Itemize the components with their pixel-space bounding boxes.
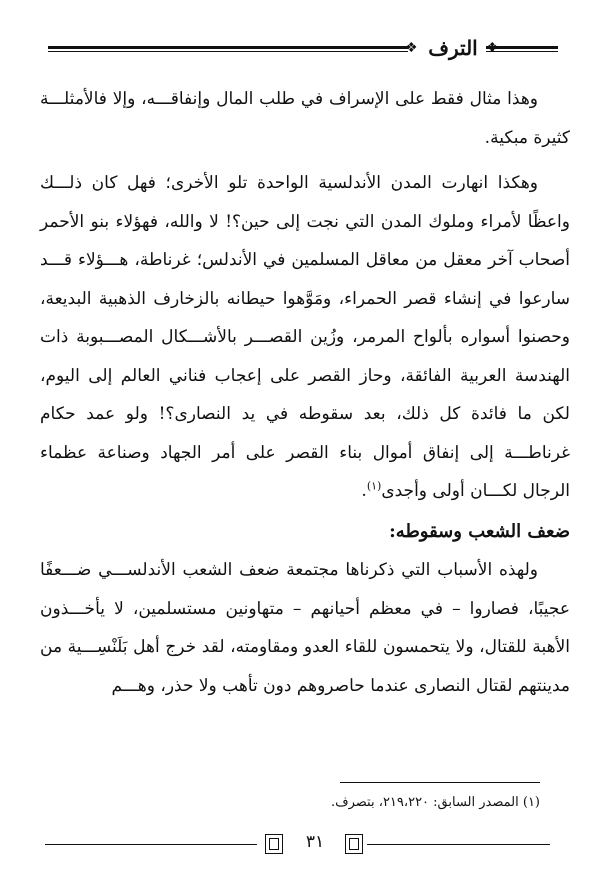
header-ornament-right: ❖ [486, 40, 499, 56]
paragraph-2: وهكذا انهارت المدن الأندلسية الواحدة تلو الأخرى؛ فهل كان ذلـــك واعظًا لأمراء وملوك المدن التي نجت إلى حين؟! لا والله، فهؤلاء بنو الأحمر أصحاب آخر معقل من معاقل المسلمين في الأندلس؛ غرناطة، هـــؤلاء قـــد سارعوا في إنشاء قصر الحمراء، ومَوَّهوا حيطانه بالزخارف الذهبية البديعة، وحصنوا أسواره بألواح المرمر، وزُين القصـــر بالأشـــكال المصـــبوبة ذات الهندسة العربية الفائقة، وحاز القصر على إعجاب فناني العالم إلى اليوم، لكن ما فائدة كل ذلك، بعد سقوطه في يد النصارى؟! ولو عمد حكام غرناطـــة إلى إنفاق أموال بناء القصر على أمر الجهاد وصناعة عظماء الرجال لكـــان أولى وأجدى$^{(١)}$. [40, 173, 570, 501]
page-footer [45, 830, 550, 860]
header-rule-left [48, 46, 408, 52]
footnote-separator [340, 782, 540, 783]
paragraph-3: ولهذه الأسباب التي ذكرناها مجتمعة ضعف الشعب الأندلســـي ضـــعفًا عجيبًا، فصاروا – في معظم أحيانهم – متهاونين مستسلمين، لا يأخـــذون الأهبة للقتال، ولا يتحمسون للقاء العدو ومقاومته، لقد خرج أهل بَلَنْسِـــية من مدينتهم لقتال النصارى عندما حاصروهم دون تأهب ولا حذر، وهـــم [40, 560, 570, 696]
footer-rule-left [45, 844, 257, 845]
book-icon [345, 834, 363, 854]
footnote: (١) المصدر السابق: ٢١٩،٢٢٠، بتصرف. [331, 795, 540, 810]
header-ornament-left: ❖ [405, 40, 418, 56]
paragraph-1: وهذا مثال فقط على الإسراف في طلب المال وإنفاقـــه، وإلا فالأمثلـــة كثيرة مبكية. [40, 89, 570, 148]
footer-rule-right [367, 844, 550, 845]
body-text [40, 80, 570, 705]
page-number: ٣١ [305, 832, 325, 852]
footnote-marker[interactable]: (١) [366, 479, 382, 493]
header-title: الترف [428, 36, 478, 60]
section-heading: ضعف الشعب وسقوطه: [389, 520, 570, 542]
book-icon [265, 834, 283, 854]
running-header [48, 36, 558, 66]
paragraph-2-text: وهكذا انهارت المدن الأندلسية الواحدة تلو الأخرى؛ فهل كان ذلـــك واعظًا لأمراء وملوك المدن التي نجت إلى حين؟! لا والله، فهؤلاء بنو الأحمر أصحاب آخر معقل من معاقل المسلمين في الأندلس؛ غرناطة، هـــؤلاء قـــد سارعوا في إنشاء قصر الحمراء، ومَوَّهوا حيطانه بالزخارف الذهبية البديعة، وحصنوا أسواره بألواح المرمر، وزُين القصـــر بالأشـــكال المصـــبوبة ذات الهندسة العربية الفائقة، وحاز القصر على إعجاب فناني العالم إلى اليوم، لكن ما فائدة كل ذلك، بعد سقوطه في يد النصارى؟! ولو عمد حكام غرناطـــة إلى إنفاق أموال بناء القصر على أمر الجهاد وصناعة عظماء الرجال لكـــان أولى وأجدى [40, 173, 570, 501]
header-rule-right [486, 46, 558, 52]
